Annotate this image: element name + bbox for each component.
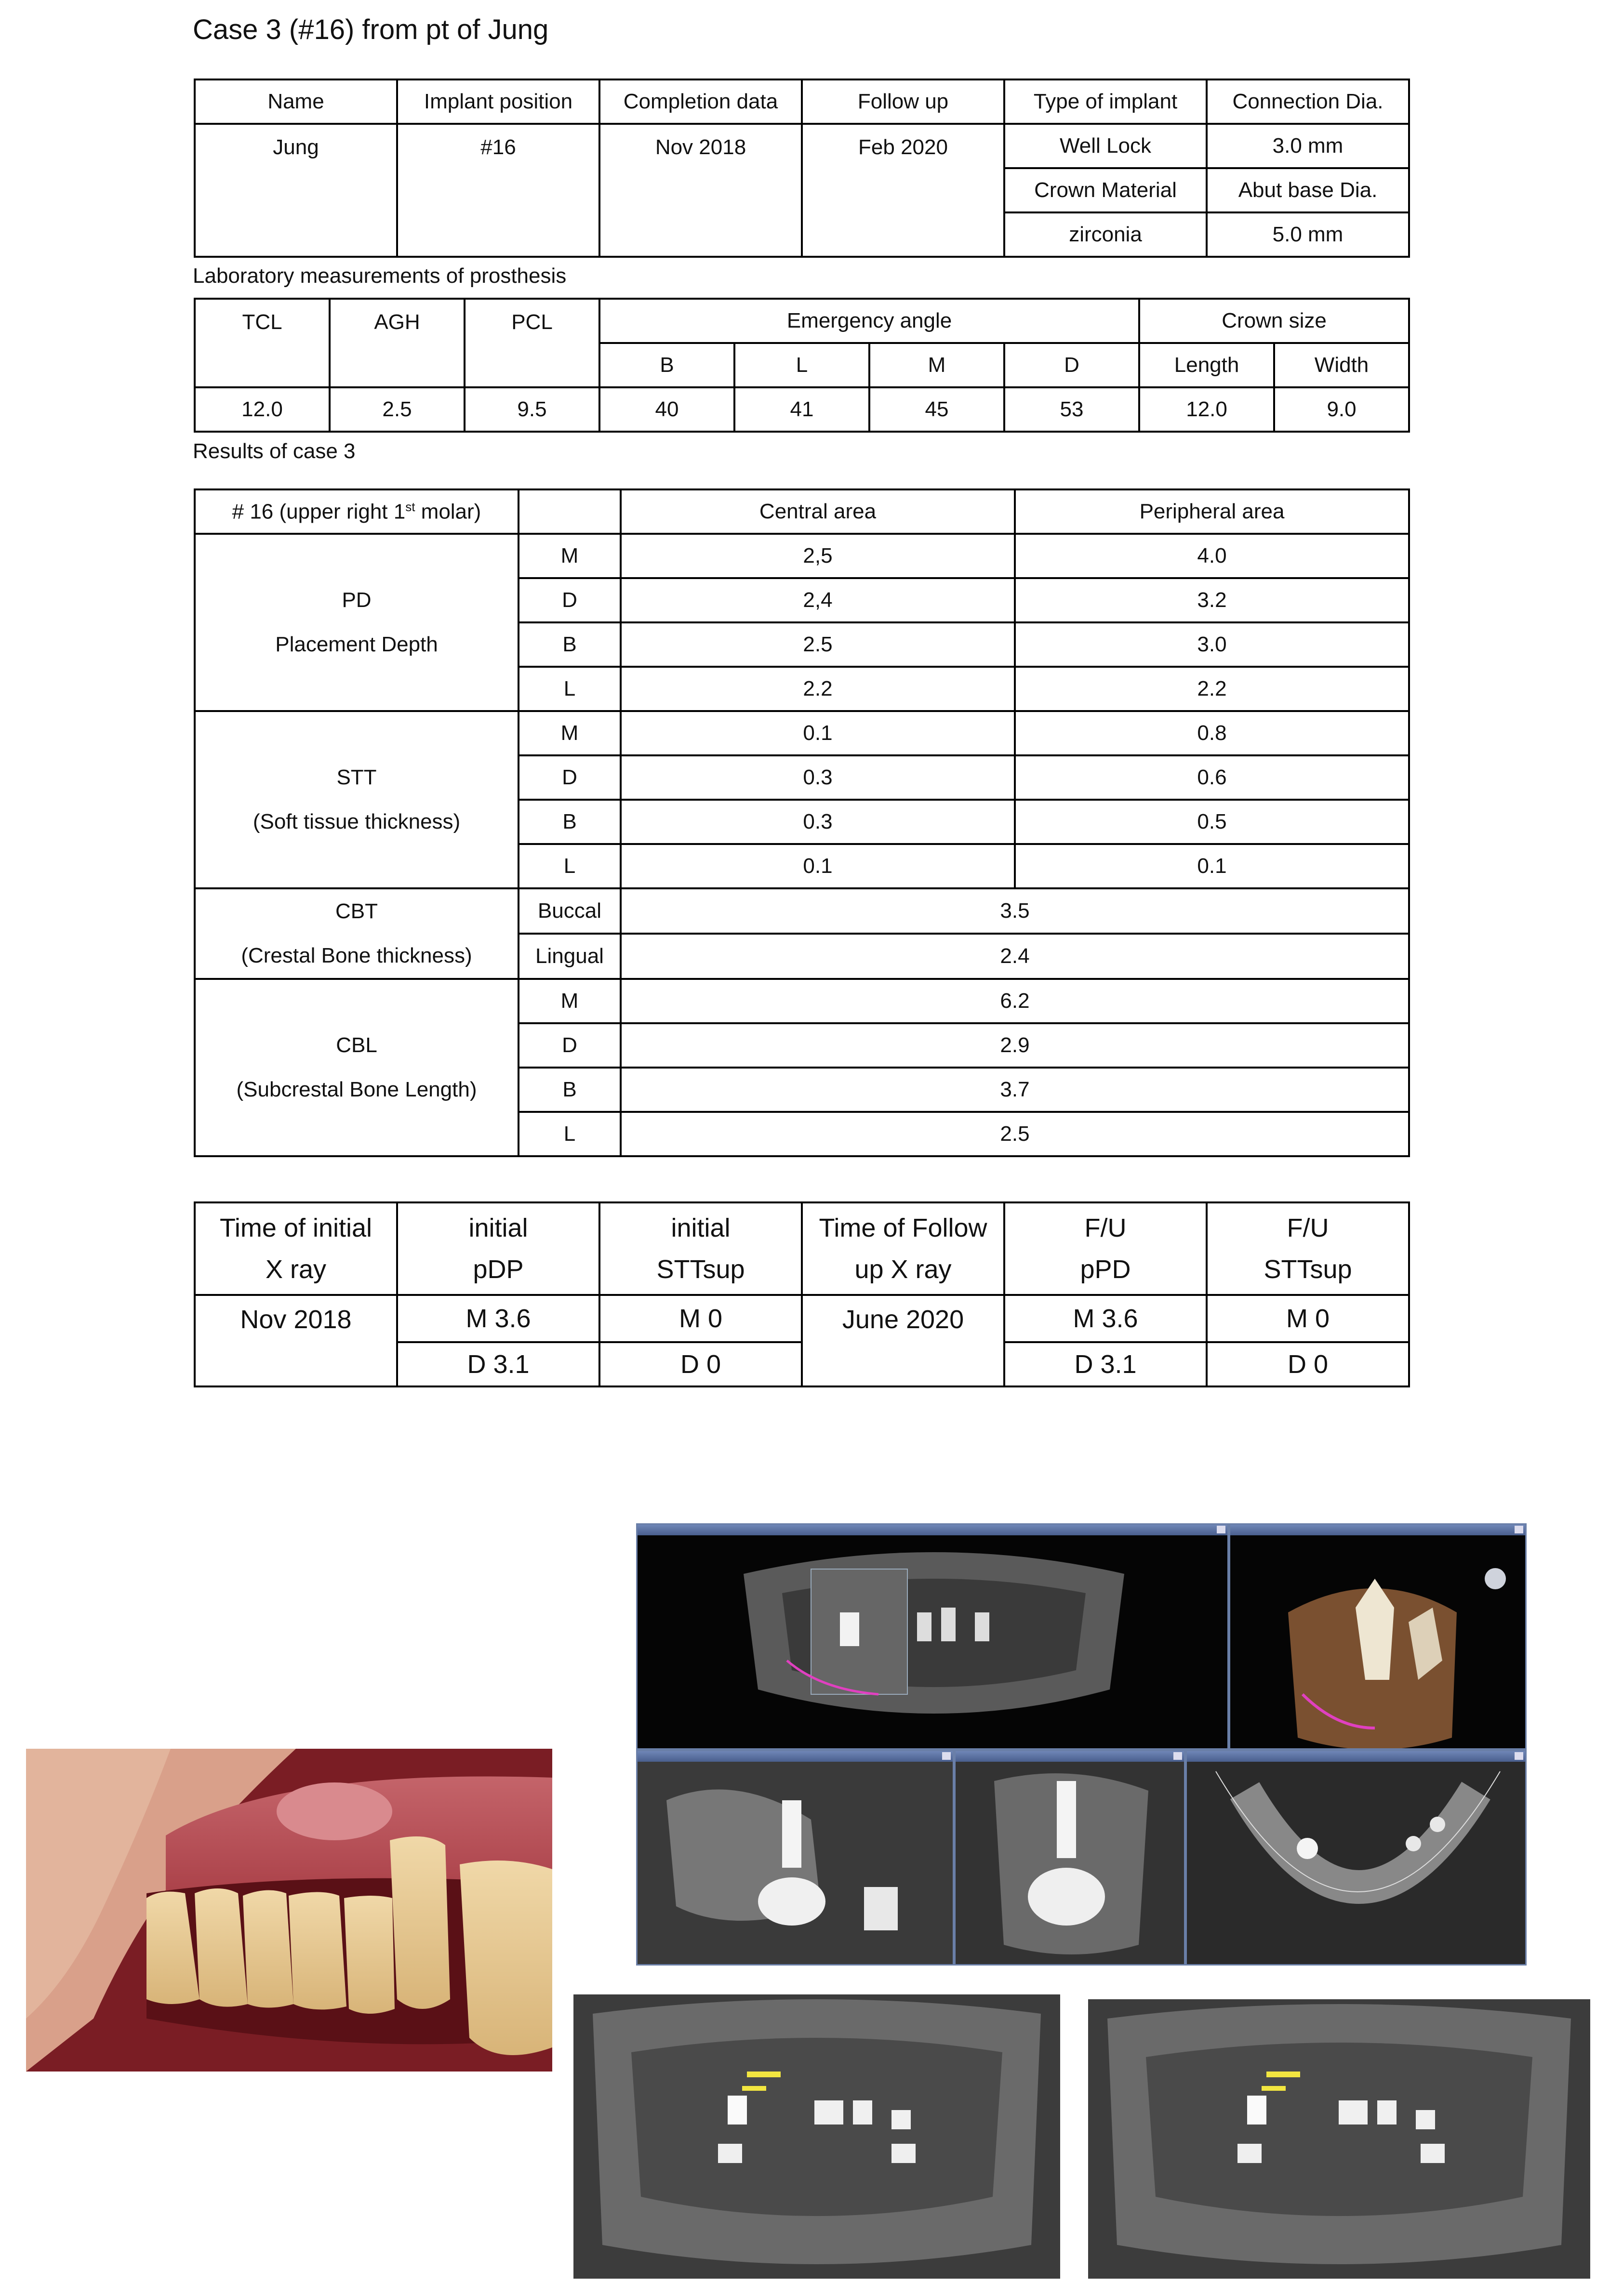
pd-central: 2,5 [621, 534, 1015, 578]
value-width: 9.0 [1274, 387, 1409, 432]
value-l: 41 [734, 387, 869, 432]
pd-side: B [519, 622, 621, 667]
value-length: 12.0 [1139, 387, 1274, 432]
cbl-value: 3.7 [621, 1068, 1409, 1112]
crown-material-label: Crown Material [1004, 168, 1207, 212]
pd-side: L [519, 667, 621, 711]
results-table [194, 488, 1410, 1157]
cbct-viewer [636, 1523, 1527, 1966]
header-name: Name [195, 79, 397, 124]
stt-label: STT (Soft tissue thickness) [195, 711, 519, 888]
pd-central: 2,4 [621, 578, 1015, 622]
follow-up-date: Feb 2020 [802, 124, 1004, 257]
header-connection-dia: Connection Dia. [1207, 79, 1409, 124]
cbl-side: D [519, 1023, 621, 1068]
stt-peripheral: 0.8 [1015, 711, 1409, 755]
results-caption: Results of case 3 [193, 439, 356, 463]
cbl-value: 6.2 [621, 979, 1409, 1023]
panoramic-xray-initial [573, 1994, 1060, 2279]
header-pcl: PCL [465, 299, 599, 387]
value-pcl: 9.5 [465, 387, 599, 432]
pd-peripheral: 3.2 [1015, 578, 1409, 622]
implant-position: #16 [397, 124, 599, 257]
xray-table [194, 1201, 1410, 1387]
maximize-icon[interactable] [1515, 1752, 1523, 1760]
initial-pdp: M 3.6 [397, 1295, 599, 1342]
cbl-side: B [519, 1068, 621, 1112]
abut-base-dia: 5.0 mm [1207, 212, 1409, 257]
results-header-peripheral: Peripheral area [1015, 489, 1409, 534]
subheader-width: Width [1274, 343, 1409, 387]
intraoral-photo [26, 1749, 552, 2072]
cbct-axial-panel [1185, 1750, 1527, 1966]
subheader-length: Length [1139, 343, 1274, 387]
results-header-central: Central area [621, 489, 1015, 534]
stt-central: 0.3 [621, 755, 1015, 800]
pd-peripheral: 2.2 [1015, 667, 1409, 711]
stt-peripheral: 0.1 [1015, 844, 1409, 888]
panoramic-xray-followup [1088, 1999, 1590, 2279]
xray-header: initial STTsup [599, 1202, 802, 1295]
cbct-sagittal-panel [954, 1750, 1185, 1966]
cbl-side: L [519, 1112, 621, 1156]
lab-measurements-table [194, 298, 1410, 433]
implant-info-table [194, 79, 1410, 258]
stt-peripheral: 0.5 [1015, 800, 1409, 844]
fu-sttsup: M 0 [1207, 1295, 1409, 1342]
value-m: 45 [869, 387, 1004, 432]
stt-central: 0.1 [621, 711, 1015, 755]
subheader-b: B [599, 343, 734, 387]
value-agh: 2.5 [330, 387, 465, 432]
connection-dia: 3.0 mm [1207, 124, 1409, 168]
abut-base-label: Abut base Dia. [1207, 168, 1409, 212]
page-title: Case 3 (#16) from pt of Jung [193, 14, 549, 45]
stt-central: 0.3 [621, 800, 1015, 844]
value-d: 53 [1004, 387, 1139, 432]
cbl-label: CBL (Subcrestal Bone Length) [195, 979, 519, 1156]
patient-name: Jung [195, 124, 397, 257]
pd-side: M [519, 534, 621, 578]
cbt-side: Lingual [519, 934, 621, 979]
lab-caption: Laboratory measurements of prosthesis [193, 264, 567, 288]
stt-side: D [519, 755, 621, 800]
subheader-l: L [734, 343, 869, 387]
results-header-tooth: # 16 (upper right 1st molar) [195, 489, 519, 534]
cbl-value: 2.9 [621, 1023, 1409, 1068]
cbt-value: 3.5 [621, 888, 1409, 934]
xray-header: F/U STTsup [1207, 1202, 1409, 1295]
pd-peripheral: 4.0 [1015, 534, 1409, 578]
maximize-icon[interactable] [1173, 1752, 1182, 1760]
initial-sttsup: M 0 [599, 1295, 802, 1342]
fu-ppd: M 3.6 [1004, 1295, 1207, 1342]
pd-peripheral: 3.0 [1015, 622, 1409, 667]
cbct-panoramic-panel [636, 1523, 1229, 1750]
header-agh: AGH [330, 299, 465, 387]
header-follow-up: Follow up [802, 79, 1004, 124]
header-crown-size: Crown size [1139, 299, 1409, 343]
pd-label: PD Placement Depth [195, 534, 519, 711]
header-tcl: TCL [195, 299, 330, 387]
fu-ppd: D 3.1 [1004, 1342, 1207, 1386]
initial-xray-time: Nov 2018 [195, 1295, 397, 1386]
cbct-coronal-panel [636, 1750, 954, 1966]
stt-peripheral: 0.6 [1015, 755, 1409, 800]
stt-side: B [519, 800, 621, 844]
cbt-label: CBT (Crestal Bone thickness) [195, 888, 519, 979]
implant-type: Well Lock [1004, 124, 1207, 168]
fu-sttsup: D 0 [1207, 1342, 1409, 1386]
stt-side: M [519, 711, 621, 755]
stt-side: L [519, 844, 621, 888]
maximize-icon[interactable] [942, 1752, 951, 1760]
results-header-blank [519, 489, 621, 534]
cbct-3d-panel [1229, 1523, 1527, 1750]
cbl-side: M [519, 979, 621, 1023]
header-emergency-angle: Emergency angle [599, 299, 1139, 343]
initial-sttsup: D 0 [599, 1342, 802, 1386]
maximize-icon[interactable] [1217, 1526, 1225, 1533]
pd-central: 2.5 [621, 622, 1015, 667]
xray-header: Time of initial X ray [195, 1202, 397, 1295]
pd-side: D [519, 578, 621, 622]
cbt-value: 2.4 [621, 934, 1409, 979]
stt-central: 0.1 [621, 844, 1015, 888]
subheader-m: M [869, 343, 1004, 387]
cbl-value: 2.5 [621, 1112, 1409, 1156]
completion-date: Nov 2018 [599, 124, 802, 257]
header-type-of-implant: Type of implant [1004, 79, 1207, 124]
header-completion-data: Completion data [599, 79, 802, 124]
maximize-icon[interactable] [1515, 1526, 1523, 1533]
xray-header: Time of Follow up X ray [802, 1202, 1004, 1295]
crown-material: zirconia [1004, 212, 1207, 257]
initial-pdp: D 3.1 [397, 1342, 599, 1386]
xray-header: F/U pPD [1004, 1202, 1207, 1295]
cbt-side: Buccal [519, 888, 621, 934]
value-tcl: 12.0 [195, 387, 330, 432]
followup-xray-time: June 2020 [802, 1295, 1004, 1386]
xray-header: initial pDP [397, 1202, 599, 1295]
subheader-d: D [1004, 343, 1139, 387]
value-b: 40 [599, 387, 734, 432]
pd-central: 2.2 [621, 667, 1015, 711]
header-implant-position: Implant position [397, 79, 599, 124]
